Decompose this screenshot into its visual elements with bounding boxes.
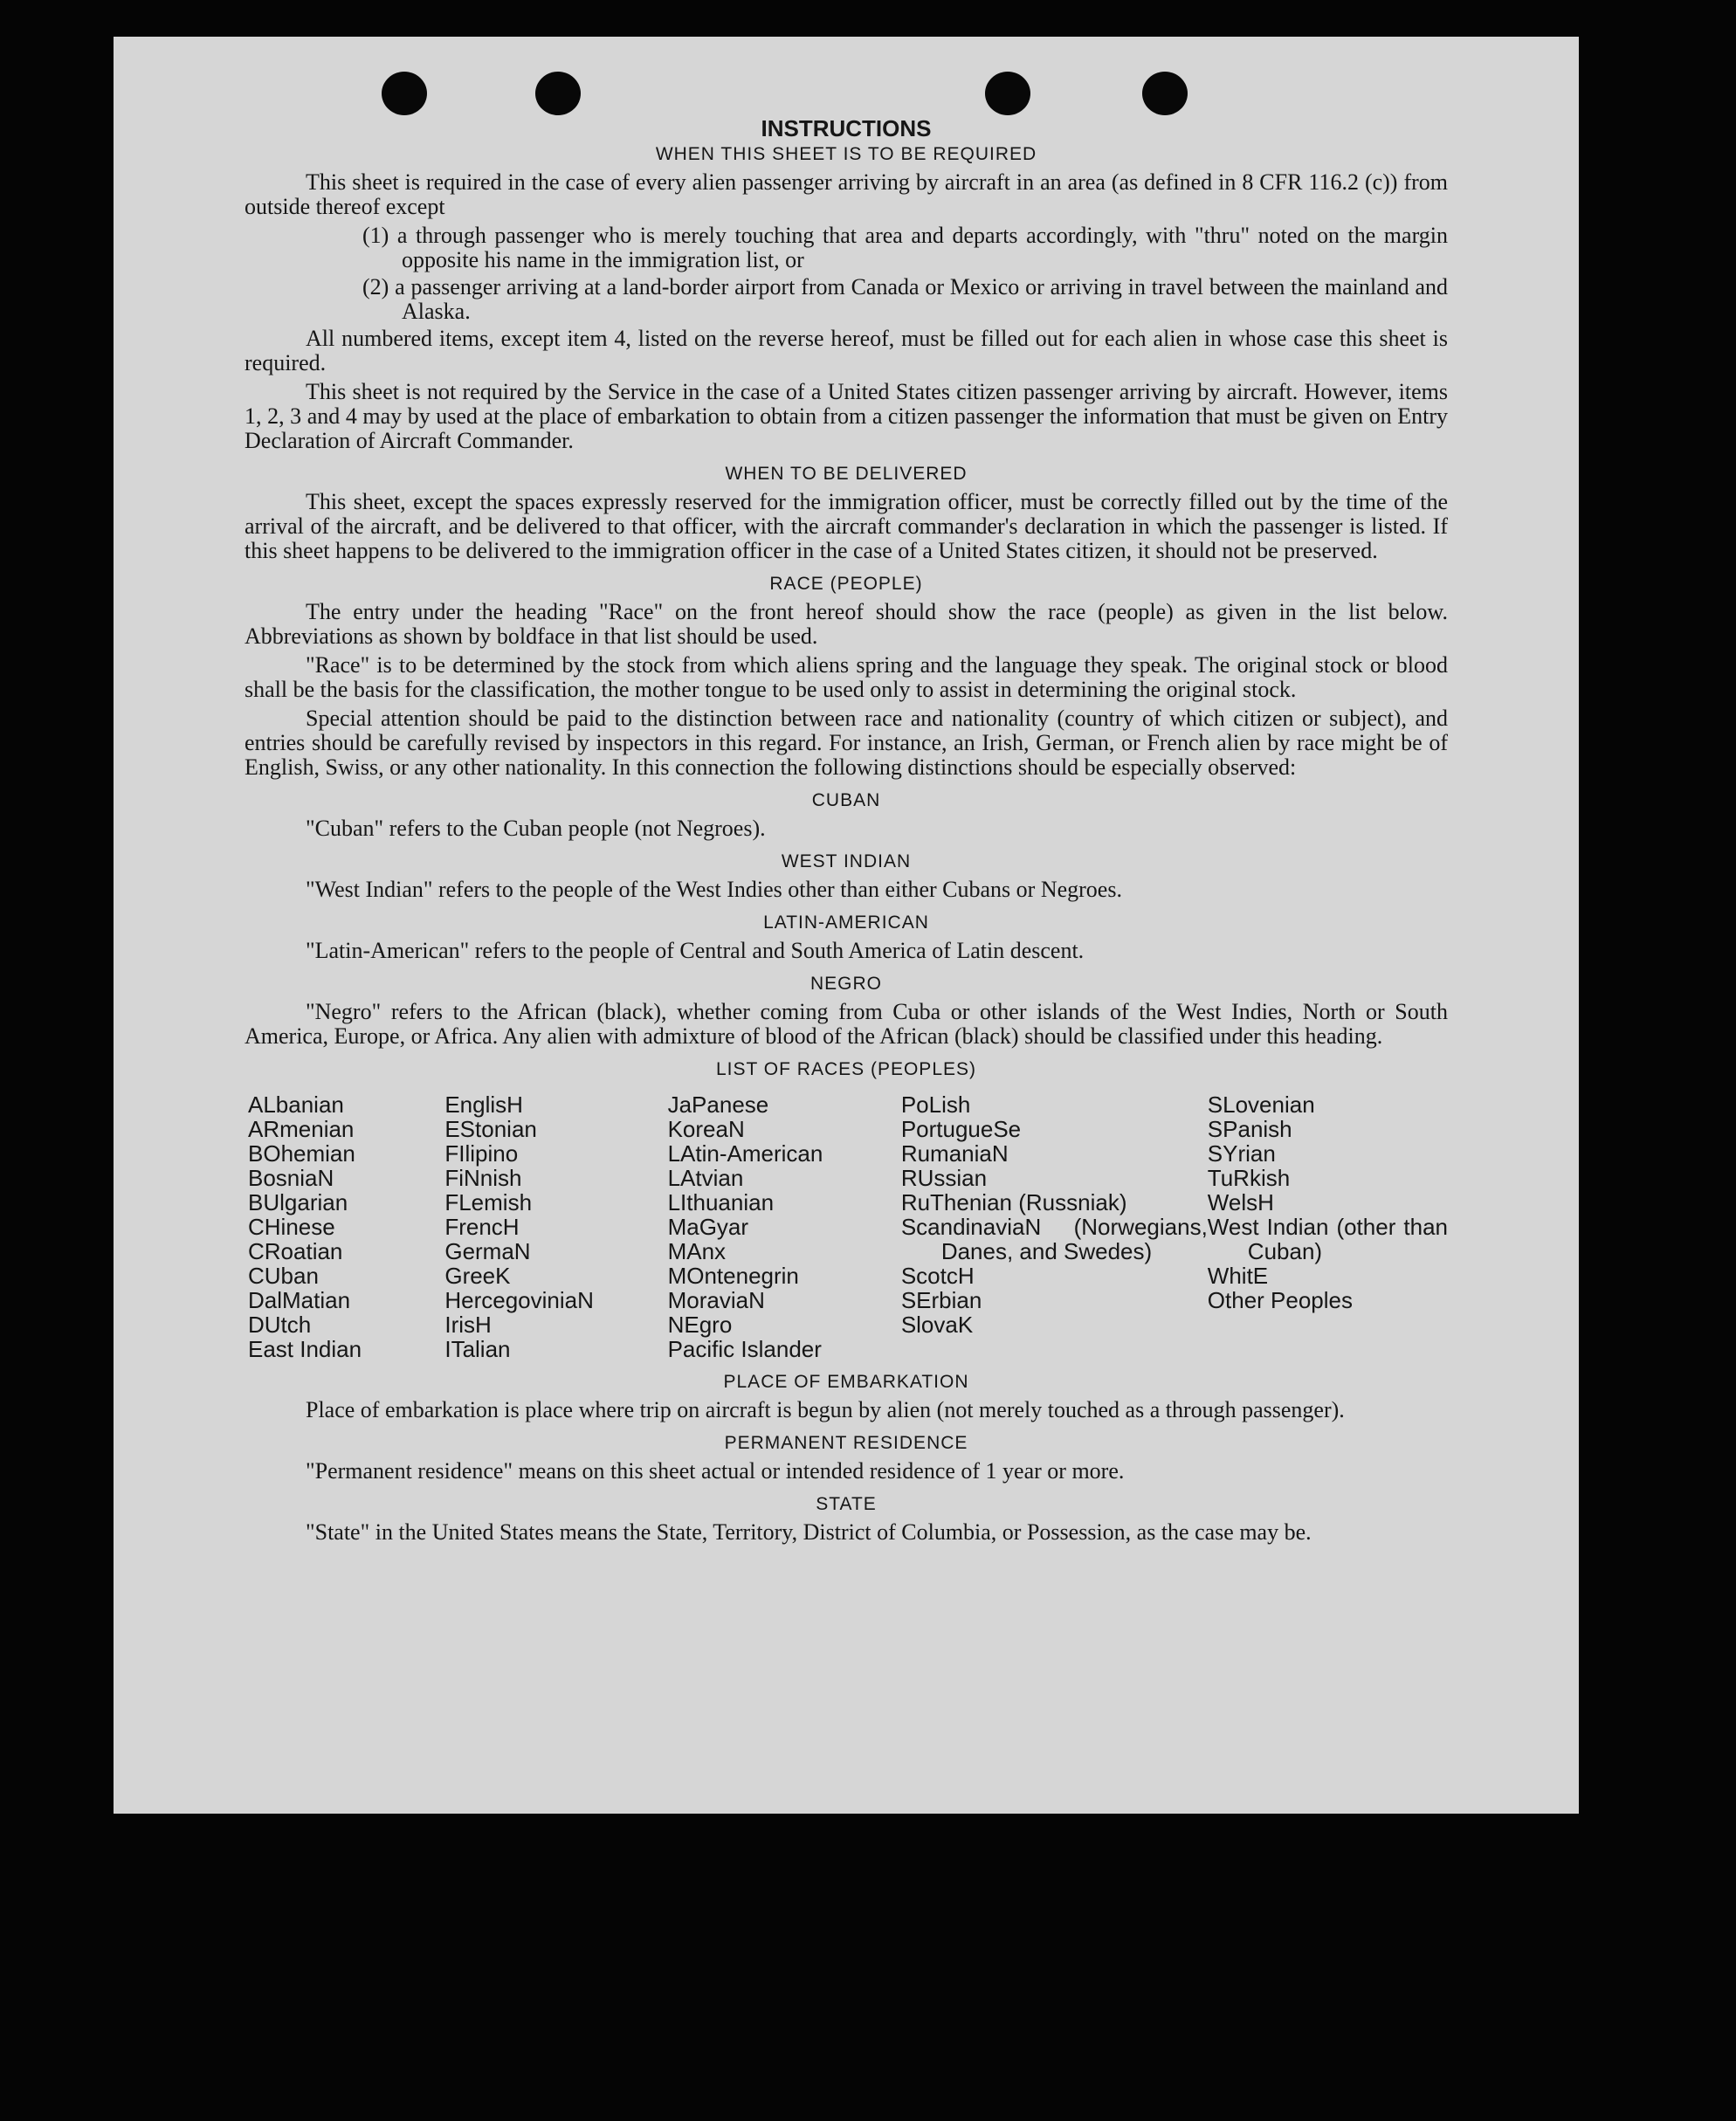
race-item: EnglisH (444, 1091, 523, 1118)
section-heading: STATE (816, 1494, 877, 1514)
race-item: ScotcH (900, 1263, 975, 1289)
race-item: BUlgarian (248, 1189, 348, 1215)
race-item: DalMatian (248, 1287, 351, 1313)
race-item: SYrian (1207, 1140, 1276, 1167)
race-item: FiNnish (444, 1165, 522, 1191)
race-item: Pacific Islander (667, 1336, 822, 1362)
page-title: INSTRUCTIONS (761, 115, 932, 141)
section-heading: WHEN TO BE DELIVERED (725, 464, 968, 484)
race-item: SErbian (900, 1287, 982, 1313)
paragraph: Place of embarkation is place where trip on aircraft is begun by alien (not merely touched as a through passenger). (306, 1397, 1345, 1422)
race-item: BOhemian (248, 1140, 355, 1167)
race-item: LAtin-American (667, 1140, 823, 1167)
race-item: TuRkish (1207, 1165, 1291, 1191)
race-item: EStonian (444, 1116, 537, 1142)
race-item: LIthuanian (667, 1189, 775, 1215)
punch-hole (985, 72, 1030, 115)
race-item: RumaniaN (900, 1140, 1009, 1167)
section-heading: CUBAN (811, 790, 881, 810)
race-list (245, 1092, 1448, 1361)
race-column (1208, 1092, 1448, 1361)
race-item: East Indian (248, 1336, 362, 1362)
race-item: MaGyar (667, 1214, 749, 1240)
section-heading: LIST OF RACES (PEOPLES) (715, 1059, 977, 1079)
paragraph: "Permanent residence" means on this sheet actual or intended residence of 1 year or more. (306, 1458, 1125, 1484)
document-sheet (114, 37, 1579, 1814)
instructions-body (245, 142, 1448, 1549)
race-item: SLovenian (1207, 1091, 1315, 1118)
race-item: CUban (248, 1263, 319, 1289)
race-item: ARmenian (248, 1116, 355, 1142)
paragraph: The entry under the heading "Race" on the front hereof should show the race (people) as given in the list below. Abbreviations as shown by boldface in that list should be used. (245, 599, 1448, 649)
paragraph: "Latin-American" refers to the people of Central and South America of Latin descent. (306, 938, 1085, 963)
race-item: JaPanese (667, 1091, 769, 1118)
section-heading: RACE (PEOPLE) (769, 574, 923, 594)
section-heading: LATIN-AMERICAN (763, 912, 929, 933)
race-item: FIlipino (444, 1140, 519, 1167)
race-item: MoraviaN (667, 1287, 765, 1313)
paragraph: This sheet is not required by the Service in the case of a United States citizen passenger arriving by aircraft. However, items 1, 2, 3 and 4 may by used at the place of embarkation to obtain from a citizen passenger the information that must be given on Entry Declaration of Aircraft Commander. (245, 379, 1448, 453)
race-item: CHinese (248, 1214, 335, 1240)
race-item: West Indian (other than Cuban) (1207, 1214, 1448, 1264)
race-item: RUssian (900, 1165, 988, 1191)
punch-hole (535, 72, 581, 115)
race-item: BosniaN (248, 1165, 334, 1191)
race-item: PortugueSe (900, 1116, 1022, 1142)
race-item: Other Peoples (1207, 1287, 1354, 1313)
paragraph: "State" in the United States means the State, Territory, District of Columbia, or Possession, as the case may be. (306, 1519, 1312, 1545)
race-item: HercegoviniaN (444, 1287, 594, 1313)
paragraph: "West Indian" refers to the people of the West Indies other than either Cubans or Negroes. (306, 877, 1122, 902)
race-item: DUtch (248, 1312, 312, 1338)
numbered-item: (1) a through passenger who is merely touching that area and departs accordingly, with "thru" noted on the margin opposite his name in the immigration list, or (362, 223, 1448, 272)
race-item: NEgro (667, 1312, 733, 1338)
race-item: GermaN (444, 1238, 531, 1264)
race-item: CRoatian (248, 1238, 343, 1264)
paragraph: This sheet is required in the case of every alien passenger arriving by aircraft in an area (as defined in 8 CFR 116.2 (c)) from outside thereof except (245, 169, 1448, 219)
race-item: MAnx (667, 1238, 727, 1264)
paragraph: "Negro" refers to the African (black), whether coming from Cuba or other islands of the West Indies, North or South America, Europe, or Africa. Any alien with admixture of blood of the African (black) should be classified under this heading. (245, 999, 1448, 1049)
race-column (668, 1092, 901, 1361)
race-item: PoLish (900, 1091, 971, 1118)
section-heading: NEGRO (809, 974, 882, 994)
race-item: ITalian (444, 1336, 511, 1362)
punch-hole (382, 72, 427, 115)
race-item: ALbanian (248, 1091, 344, 1118)
paragraph: All numbered items, except item 4, listed on the reverse hereof, must be filled out for each alien in whose case this sheet is required. (245, 326, 1448, 375)
section-heading: PERMANENT RESIDENCE (724, 1433, 968, 1453)
race-column (901, 1092, 1208, 1361)
race-item: MOntenegrin (667, 1263, 799, 1289)
paragraph: This sheet, except the spaces expressly reserved for the immigration officer, must be correctly filled out by the time of the arrival of the aircraft, and be delivered to that officer, with the aircraft commander's declaration in which the passenger is listed. If this sheet happens to be delivered to the immigration officer in the case of a United States citizen, it should not be preserved. (245, 489, 1448, 563)
race-item: SPanish (1207, 1116, 1292, 1142)
race-column (245, 1092, 444, 1361)
section-heading: WEST INDIAN (781, 851, 912, 871)
paragraph: "Race" is to be determined by the stock from which aliens spring and the language they speak. The original stock or blood shall be the basis for the classification, the mother tongue to be used only to assist in determining the original stock. (245, 652, 1448, 702)
race-item: SlovaK (900, 1312, 974, 1338)
paragraph: "Cuban" refers to the Cuban people (not Negroes). (306, 816, 766, 841)
race-item: FrencH (444, 1214, 520, 1240)
race-item: ScandinaviaN (Norwegians, Danes, and Swedes) (900, 1214, 1208, 1264)
race-item: WelsH (1207, 1189, 1274, 1215)
race-item: WhitE (1207, 1263, 1269, 1289)
punch-hole (1142, 72, 1188, 115)
race-item: KoreaN (667, 1116, 745, 1142)
race-item: RuThenian (Russniak) (900, 1189, 1127, 1215)
race-item: GreeK (444, 1263, 511, 1289)
section-heading: WHEN THIS SHEET IS TO BE REQUIRED (655, 144, 1037, 164)
numbered-item: (2) a passenger arriving at a land-border airport from Canada or Mexico or arriving in travel between the mainland and Alaska. (362, 274, 1448, 324)
race-item: IrisH (444, 1312, 492, 1338)
section-heading: PLACE OF EMBARKATION (723, 1372, 969, 1392)
race-item: FLemish (444, 1189, 533, 1215)
race-item: LAtvian (667, 1165, 744, 1191)
paragraph: Special attention should be paid to the distinction between race and nationality (country of which citizen or subject), and entries should be carefully revised by inspectors in this regard. For instance, an Irish, German, or French alien by race might be of English, Swiss, or any other nationality. In this connection the following distinctions should be especially observed: (245, 706, 1448, 780)
race-column (444, 1092, 667, 1361)
